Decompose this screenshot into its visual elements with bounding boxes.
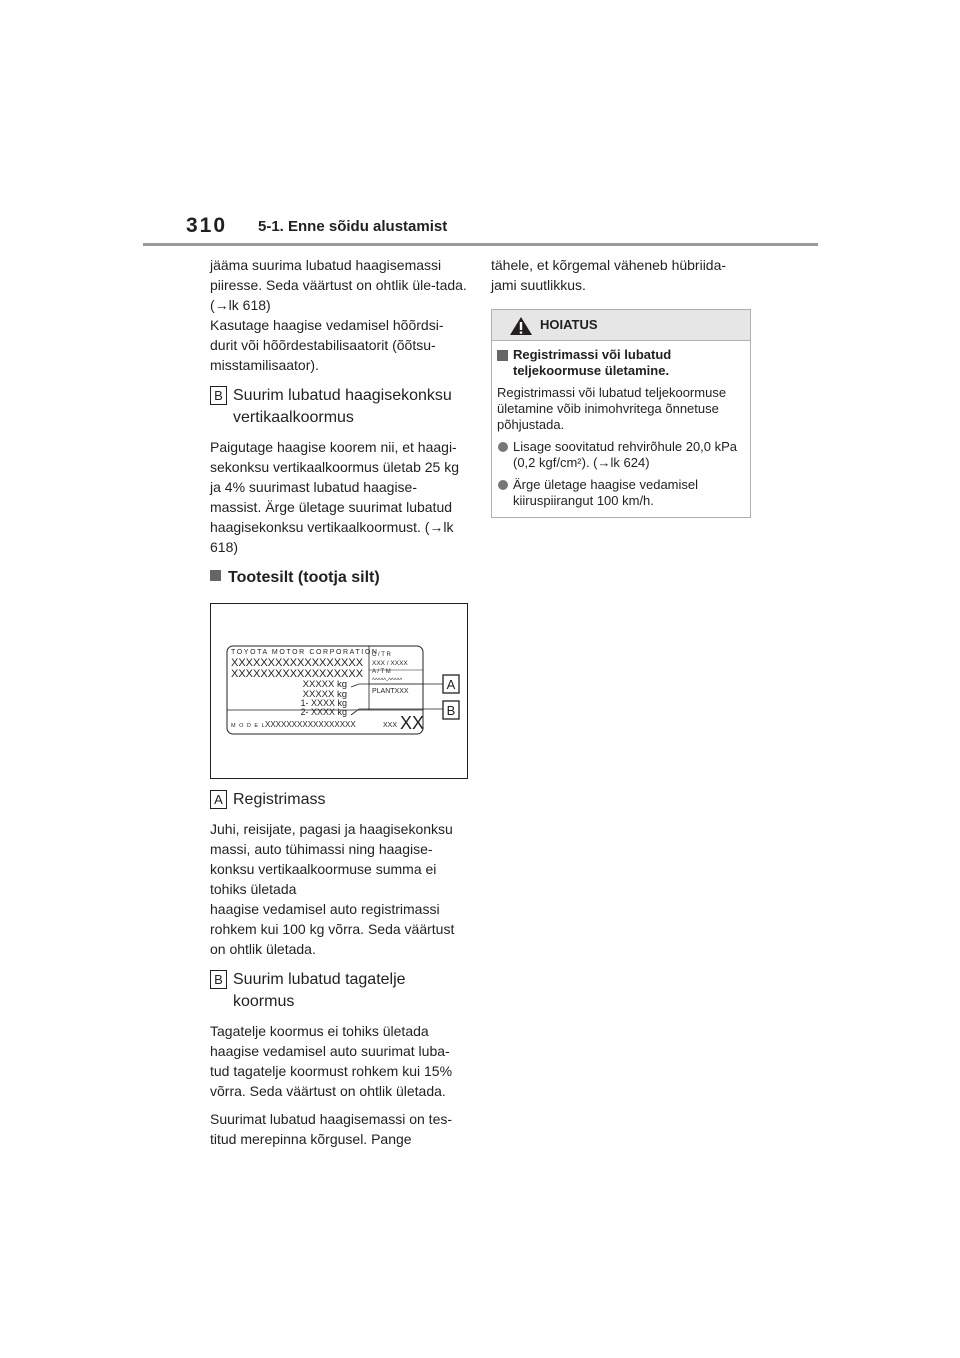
warning-body (492, 341, 750, 517)
plate-atm: A / T M (372, 669, 391, 675)
subheading-text: Suurim lubatud tagatelje koormus (233, 971, 406, 1010)
plate-plant: PLANTXXX (372, 688, 409, 695)
bullet-dot-icon (498, 480, 508, 490)
bullet-dot-icon (498, 442, 508, 452)
plate-kg-4: 2- XXXX kg (300, 707, 347, 717)
plate-dash: ^^^^^-^^^^^ (372, 678, 403, 684)
letter-a-marker: A (210, 790, 227, 809)
letter-b-marker-2: B (210, 970, 227, 989)
continued-paragraph: tähele, et kõrgemal väheneb hübriida-jami suutlikkus. (491, 257, 727, 293)
registered-mass-paragraph: Juhi, reisijate, pagasi ja haagisekonksu massi, auto tühimassi ning haagise-konksu vertikaalkoormuse summa ei tohiks ületada (210, 821, 453, 897)
altitude-paragraph: Suurimat lubatud haagisemassi on tes-titud merepinna kõrgusel. Pange (210, 1111, 453, 1147)
rear-axle-paragraph: Tagatelje koormus ei tohiks ületada haagise vedamisel auto suurimat luba-tud tagatelje koormust rohkem kui 15% võrra. Seda väärtust on ohtlik ületada. (210, 1023, 453, 1099)
hitch-load-paragraph: Paigutage haagise koorem nii, et haagi-sekonksu vertikaalkoormus ületab 25 kg ja 4% suurimast lubatud haagise-massist. Ärge ületage suurimat lubatud haagisekonksu vertikaalkoormust. (→lk 618) (210, 439, 460, 555)
warning-title: HOIATUS (540, 317, 598, 332)
subheading-b-hitch-load (210, 385, 468, 429)
header-divider (143, 243, 818, 246)
bullet-2-text: Ärge ületage haagise vedamisel kiiruspiirangut 100 km/h. (513, 477, 699, 508)
plate-xxx-2: XXX (383, 722, 398, 729)
plate-heading (210, 567, 468, 589)
plate-kg-2: XXXXX kg (302, 689, 347, 700)
intro-paragraph: jääma suurima lubatud haagisemassi piiresse. Seda väärtust on ohtlik üle-tada. (→lk 618) (210, 257, 467, 313)
plate-x-line-2: XXXXXXXXXXXXXXXXXX (231, 668, 364, 680)
subheading-text: Suurim lubatud haagisekonksu vertikaalkoormus (233, 387, 452, 426)
letter-b-marker: B (210, 386, 227, 405)
plate-xx: XX (400, 713, 425, 733)
plate-kg-1: XXXXX kg (302, 679, 347, 690)
warning-text: Registrimassi või lubatud teljekoormuse ületamine võib inimohvritega õnnetuse põhjustada. (497, 385, 727, 432)
subheading-text: Registrimass (233, 791, 326, 808)
square-bullet-icon (497, 350, 508, 361)
subheading-b-rear-axle (210, 969, 468, 1013)
warning-subheading-text: Registrimassi või lubatud teljekoormuse ületamine. (513, 347, 672, 378)
warning-triangle-icon (509, 316, 533, 336)
plate-kg-3: 1- XXXX kg (300, 698, 347, 708)
registered-mass-paragraph-2: haagise vedamisel auto registrimassi rohkem kui 100 kg võrra. Seda väärtust on ohtlik ületada. (210, 901, 455, 957)
plate-corp-text: TOYOTA MOTOR CORPORATION (231, 649, 379, 656)
page-header (0, 0, 960, 250)
section-title: 5-1. Enne sõidu alustamist (258, 218, 448, 235)
plate-xxx: XXX / XXXX (372, 660, 408, 667)
intro-paragraph-2: Kasutage haagise vedamisel hõõrdsi-durit või hõõrdestabilisaatorit (õõtsu-misstamilisaator). (210, 317, 444, 373)
plate-heading-text: Tootesilt (tootja silt) (228, 569, 380, 586)
bullet-1-text: Lisage soovitatud rehvirõhule 20,0 kPa (0,2 kgf/cm²). (→lk 624) (513, 439, 738, 470)
plate-model-label: M O D E L (231, 723, 266, 729)
subheading-a-registered-mass (210, 789, 468, 811)
callout-b-label: B (446, 703, 456, 718)
callout-a-label: A (446, 677, 456, 692)
manufacturer-plate-figure (210, 603, 468, 779)
plate-model-value: XXXXXXXXXXXXXXXXX (265, 720, 356, 729)
warning-bullet-2 (497, 477, 744, 509)
warning-subheading (497, 347, 744, 379)
square-bullet-icon (210, 570, 221, 581)
warning-bullet-1 (497, 439, 744, 471)
warning-box (491, 309, 751, 518)
right-column (491, 255, 751, 518)
plate-ctr: C / T R (372, 652, 391, 658)
plate-illustration (211, 604, 467, 778)
plate-x-line-1: XXXXXXXXXXXXXXXXXX (231, 657, 364, 669)
warning-header (492, 310, 750, 341)
left-column (210, 255, 468, 1157)
page-number: 310 (186, 214, 228, 237)
